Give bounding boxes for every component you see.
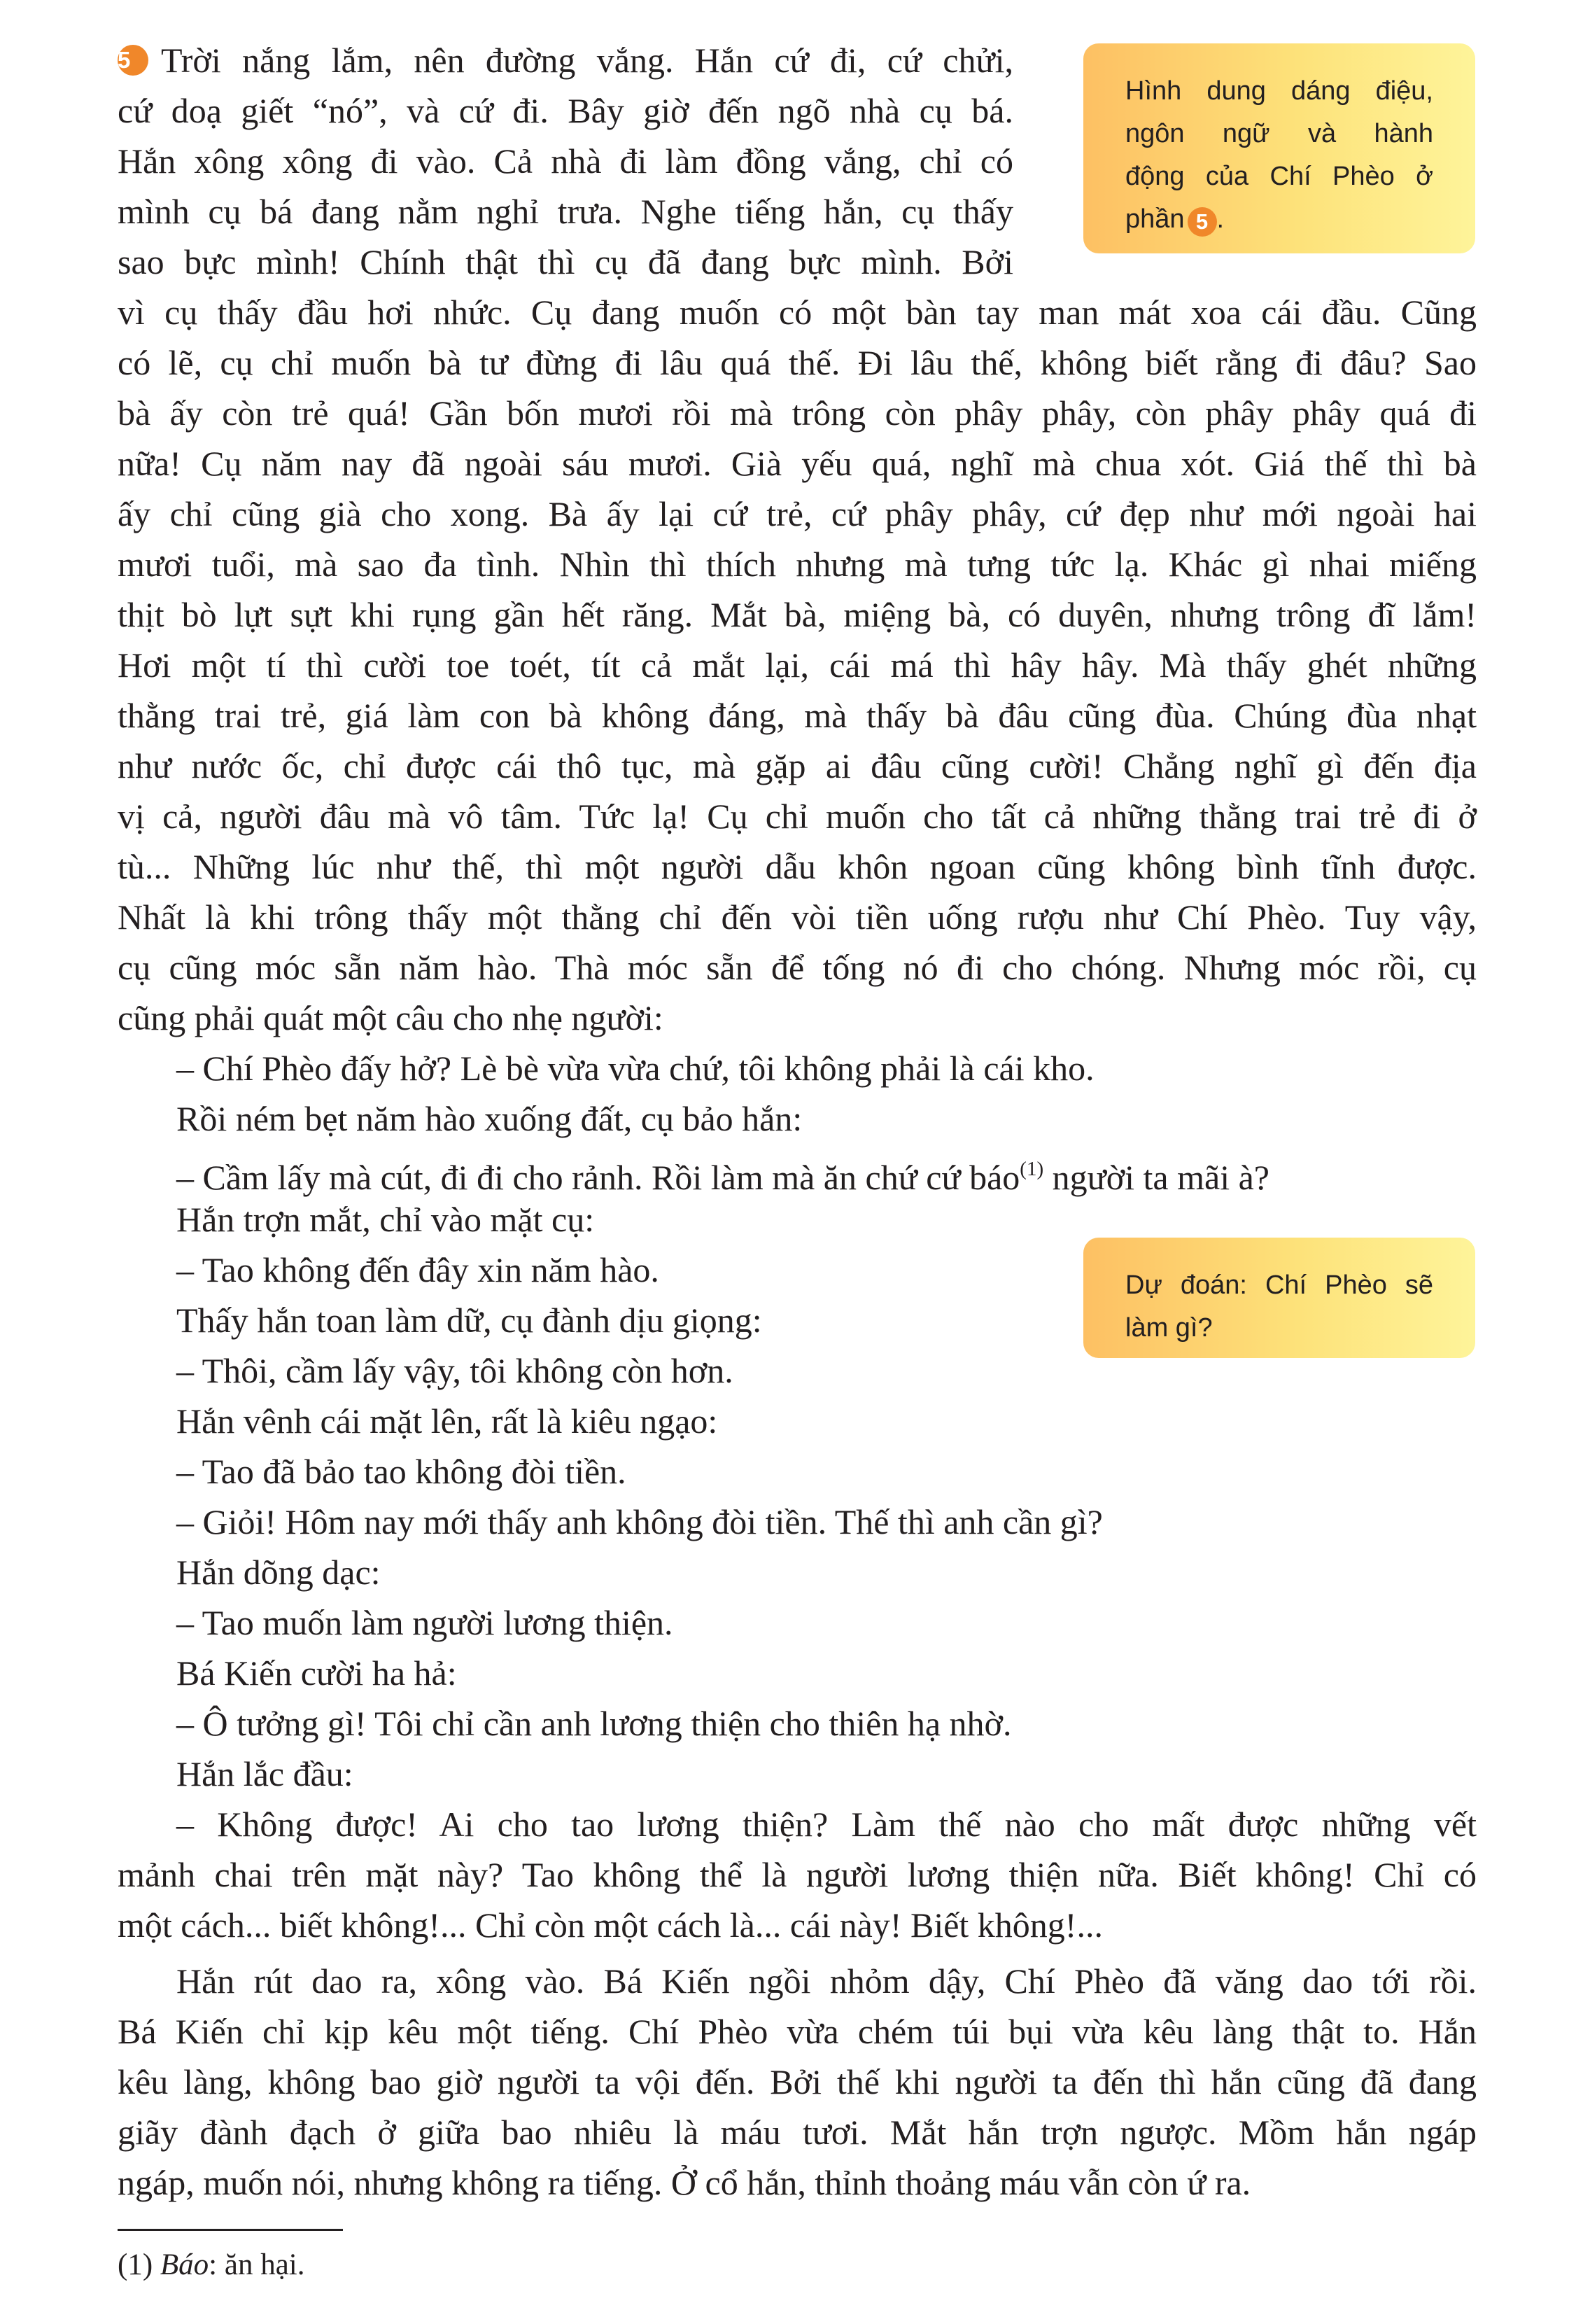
side-note-text: .	[1216, 204, 1225, 234]
text-line: thịt bò lựt sựt khi rụng gần hết răng. Mắt bà, miệng bà, có duyên, nhưng trông đĩ lắm!	[118, 595, 1477, 634]
dialogue-line: Hắn lắc đầu:	[176, 1754, 353, 1793]
text-span: Trời nắng lắm, nên đường vắng. Hắn cứ đi, cứ chửi,	[161, 41, 1013, 80]
footnote-divider	[118, 2229, 343, 2231]
text-line: mình cụ bá đang nằm nghỉ trưa. Nghe tiếng hắn, cụ thấy	[118, 192, 1013, 231]
text-line: ấy chỉ cũng già cho xong. Bà ấy lại cứ trẻ, cứ phây phây, cứ đẹp như mới ngoài hai	[118, 494, 1477, 533]
dialogue-line: – Tao muốn làm người lương thiện.	[176, 1603, 673, 1642]
side-note-line	[1125, 198, 1224, 241]
footnote-definition: : ăn hại.	[209, 2248, 305, 2281]
text-line: cũng phải quát một câu cho nhẹ người:	[118, 998, 663, 1037]
section-number-badge: 5	[118, 45, 148, 76]
side-note-line: Hình dung dáng điệu,	[1125, 76, 1433, 106]
dialogue-line: – Giỏi! Hôm nay mới thấy anh không đòi tiền. Thế thì anh cần gì?	[176, 1502, 1103, 1541]
text-line: mươi tuổi, mà sao đa tình. Nhìn thì thích nhưng mà tưng tức lạ. Khác gì nhai miếng	[118, 545, 1477, 584]
side-note-line: động của Chí Phèo ở	[1125, 162, 1433, 191]
dialogue-line: – Ô tưởng gì! Tôi chỉ cần anh lương thiện cho thiên hạ nhờ.	[176, 1704, 1012, 1743]
side-note-line: Dự đoán: Chí Phèo sẽ	[1125, 1270, 1433, 1300]
dialogue-line: – Không được! Ai cho tao lương thiện? Làm thế nào cho mất được những vết	[176, 1805, 1477, 1844]
side-note-prediction	[1083, 1238, 1475, 1358]
text-line: vị cả, người đâu mà vô tâm. Tức lạ! Cụ chỉ muốn cho tất cả những thằng trai trẻ đi ở	[118, 797, 1477, 836]
text-line: như nước ốc, chỉ được cái thô tục, mà gặp ai đâu cũng cười! Chẳng nghĩ gì đến địa	[118, 746, 1477, 785]
side-note-line: làm gì?	[1125, 1313, 1213, 1343]
text-line: Hơi một tí thì cười toe toét, tít cả mắt lại, cái má thì hây hây. Mà thấy ghét những	[118, 645, 1477, 685]
footnote	[118, 2244, 305, 2286]
footnote-ref: (1)	[1020, 1158, 1044, 1180]
text-line: sao bực mình! Chính thật thì cụ đã đang bực mình. Bởi	[118, 242, 1013, 281]
dialogue-line: – Chí Phèo đấy hở? Lè bè vừa vừa chứ, tôi không phải là cái kho.	[176, 1049, 1095, 1088]
dialogue-line: – Tao không đến đây xin năm hào.	[176, 1250, 659, 1289]
text-line: cứ doạ giết “nó”, và cứ đi. Bây giờ đến ngõ nhà cụ bá.	[118, 91, 1013, 130]
text-line: Nhất là khi trông thấy một thằng chỉ đến vòi tiền uống rượu như Chí Phèo. Tuy vậy,	[118, 897, 1477, 937]
text-line: kêu làng, không bao giờ người ta vội đến. Bởi thế khi người ta đến thì hắn cũng đã đang	[118, 2062, 1477, 2101]
dialogue-line: Hắn vênh cái mặt lên, rất là kiêu ngạo:	[176, 1401, 718, 1441]
dialogue-line: – Tao đã bảo tao không đòi tiền.	[176, 1452, 626, 1491]
dialogue-line: – Thôi, cầm lấy vậy, tôi không còn hơn.	[176, 1351, 733, 1390]
side-note-line: ngôn ngữ và hành	[1125, 119, 1433, 148]
text-line: nữa! Cụ năm nay đã ngoài sáu mươi. Già yếu quá, nghĩ mà chua xót. Giá thế thì bà	[118, 444, 1477, 483]
side-note-text: phần	[1125, 204, 1185, 234]
text-span: người ta mãi à?	[1043, 1158, 1269, 1197]
text-line: Hắn rút dao ra, xông vào. Bá Kiến ngồi nhỏm dậy, Chí Phèo đã văng dao tới rồi.	[176, 1961, 1477, 2001]
section-number-badge: 5	[1188, 207, 1217, 237]
text-line: có lẽ, cụ chỉ muốn bà tư đừng đi lâu quá thế. Đi lâu thế, không biết rằng đi đâu? Sao	[118, 343, 1477, 382]
text-line: thằng trai trẻ, giá làm con bà không đáng, mà thấy bà đâu cũng đùa. Chúng đùa nhạt	[118, 696, 1477, 735]
text-line: giãy đành đạch ở giữa bao nhiêu là máu tươi. Mắt hắn trợn ngược. Mồm hắn ngáp	[118, 2113, 1477, 2152]
text-line: Hắn xông xông đi vào. Cả nhà đi làm đồng vắng, chỉ có	[118, 141, 1013, 181]
footnote-term: Báo	[160, 2248, 209, 2281]
text-line: tù... Những lúc như thế, thì một người dẫu khôn ngoan cũng không bình tĩnh được.	[118, 847, 1477, 886]
side-note-appearance	[1083, 43, 1475, 253]
text-line: cụ cũng móc sẵn năm hào. Thà móc sẵn để tống nó đi cho chóng. Nhưng móc rồi, cụ	[118, 948, 1477, 987]
dialogue-line: Rồi ném bẹt năm hào xuống đất, cụ bảo hắn:	[176, 1099, 803, 1138]
text-line: ngáp, muốn nói, nhưng không ra tiếng. Ở cổ hắn, thỉnh thoảng máu vẫn còn ứ ra.	[118, 2163, 1251, 2202]
text-line: Bá Kiến chỉ kịp kêu một tiếng. Chí Phèo vừa chém túi bụi vừa kêu làng thật to. Hắn	[118, 2012, 1477, 2051]
text-line: bà ấy còn trẻ quá! Gần bốn mươi rồi mà trông còn phây phây, còn phây phây quá đi	[118, 393, 1477, 433]
dialogue-line: Hắn dõng dạc:	[176, 1553, 381, 1592]
dialogue-line: một cách... biết không!... Chỉ còn một cách là... cái này! Biết không!...	[118, 1905, 1103, 1945]
dialogue-line: mảnh chai trên mặt này? Tao không thể là người lương thiện nữa. Biết không! Chỉ có	[118, 1855, 1477, 1894]
dialogue-line: Bá Kiến cười ha hả:	[176, 1653, 457, 1693]
text-span: – Cầm lấy mà cút, đi đi cho rảnh. Rồi làm mà ăn chứ cứ báo	[176, 1158, 1020, 1197]
dialogue-line: Thấy hắn toan làm dữ, cụ đành dịu giọng:	[176, 1301, 762, 1340]
dialogue-line: Hắn trợn mắt, chỉ vào mặt cụ:	[176, 1200, 595, 1239]
footnote-marker: (1)	[118, 2248, 160, 2281]
text-line	[118, 35, 1013, 85]
text-line: vì cụ thấy đầu hơi nhức. Cụ đang muốn có một bàn tay man mát xoa cái đầu. Cũng	[118, 293, 1477, 332]
